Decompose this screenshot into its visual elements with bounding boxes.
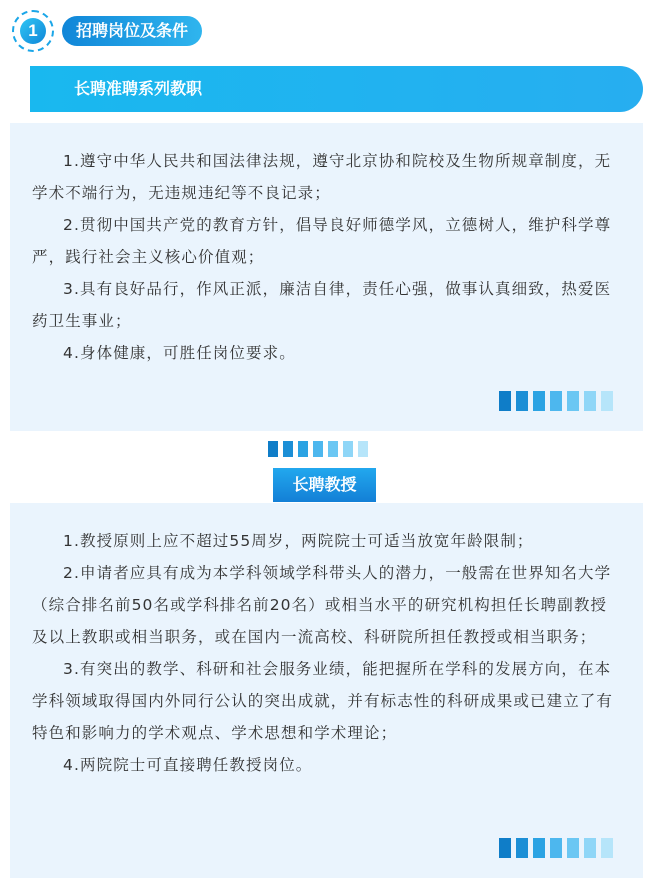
section-header bbox=[12, 8, 232, 54]
decorative-dots-icon bbox=[268, 441, 368, 457]
requirement-item: 4.身体健康，可胜任岗位要求。 bbox=[63, 344, 296, 362]
position-tag: 长聘教授 bbox=[273, 468, 376, 502]
decorative-dots-icon bbox=[499, 838, 613, 858]
requirements-card bbox=[10, 123, 643, 431]
requirement-item: 3.有突出的教学、科研和社会服务业绩，能把握所在学科的发展方向，在本学科领域取得国内外同行公认的突出成就，并有标志性的科研成果或已建立了有特色和影响力的学术观点、学术思想和学术理论； bbox=[32, 660, 614, 742]
requirement-item: 2.贯彻中国共产党的教育方针，倡导良好师德学风，立德树人，维护科学尊严，践行社会主义核心价值观； bbox=[32, 216, 612, 266]
section-number: 1 bbox=[20, 18, 46, 44]
decorative-dots-icon bbox=[499, 391, 613, 411]
number-badge-icon bbox=[12, 10, 54, 52]
category-banner bbox=[30, 66, 643, 112]
banner-title: 长聘准聘系列教职 bbox=[74, 79, 203, 98]
requirement-item: 1.教授原则上应不超过55周岁，两院院士可适当放宽年龄限制； bbox=[63, 532, 534, 550]
requirement-item: 2.申请者应具有成为本学科领域学科带头人的潜力，一般需在世界知名大学（综合排名前50名或学科排名前20名）或相当水平的研究机构担任长聘副教授及以上教职或相当职务，或在国内一流高校、科研院所担任教授或相当职务； bbox=[32, 564, 612, 646]
section-title: 招聘岗位及条件 bbox=[62, 16, 202, 46]
requirement-item: 3.具有良好品行，作风正派，廉洁自律，责任心强，做事认真细致，热爱医药卫生事业； bbox=[32, 280, 612, 330]
requirement-item: 1.遵守中华人民共和国法律法规，遵守北京协和院校及生物所规章制度，无学术不端行为，无违规违纪等不良记录； bbox=[32, 152, 612, 202]
professor-requirements-card bbox=[10, 503, 643, 878]
requirement-item: 4.两院院士可直接聘任教授岗位。 bbox=[63, 756, 313, 774]
